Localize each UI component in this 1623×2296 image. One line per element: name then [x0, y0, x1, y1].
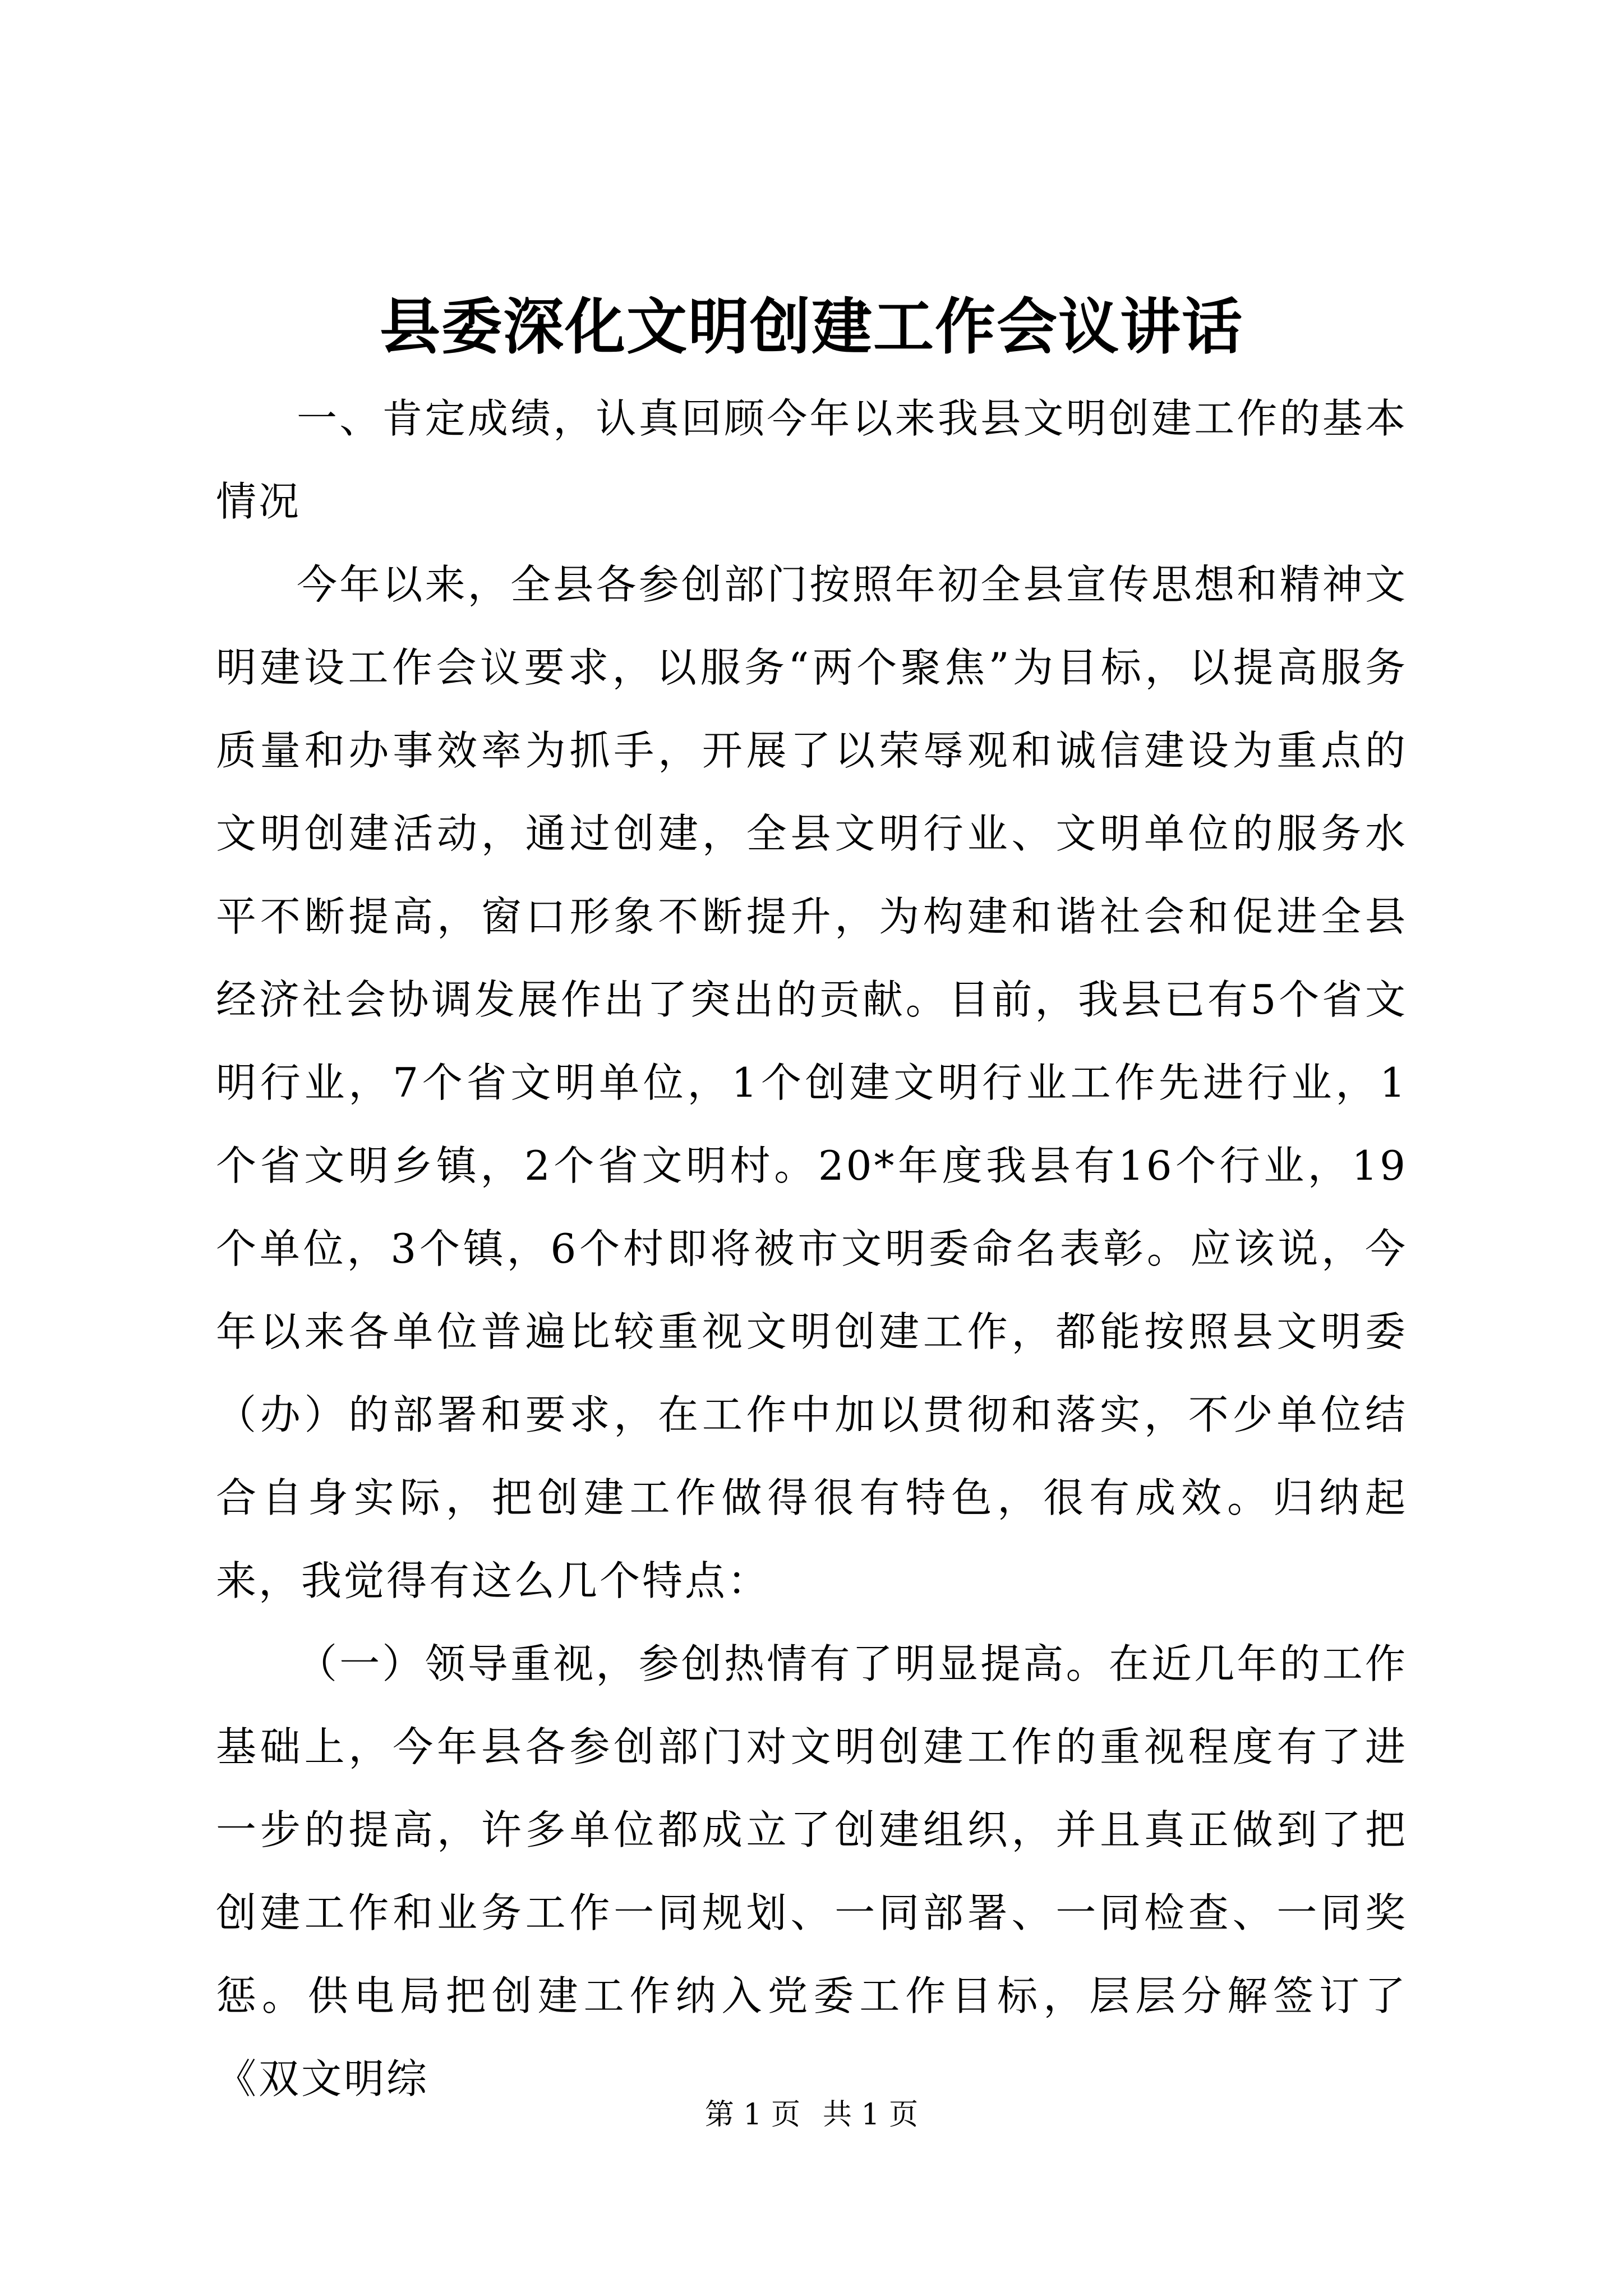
document-title: 县委深化文明创建工作会议讲话 — [379, 292, 1243, 362]
section-heading: 一、肯定成绩，认真回顾今年以来我县文明创建工作的基本情况 — [216, 395, 1408, 525]
document-body — [216, 377, 1408, 2120]
page-footer — [0, 2092, 1623, 2137]
body-paragraph: （一）领导重视，参创热情有了明显提高。在近几年的工作基础上，今年县各参创部门对文明创建工作的重视程度有了进一步的提高，许多单位都成立了创建组织，并且真正做到了把创建工作和业务工作一同规划、一同部署、一同检查、一同奖惩。供电局把创建工作纳入党委工作目标，层层分解签订了《双文明综 — [216, 1640, 1408, 2102]
body-paragraph: 今年以来，全县各参创部门按照年初全县宣传思想和精神文明建设工作会议要求，以服务“两个聚焦”为目标，以提高服务质量和办事效率为抓手，开展了以荣辱观和诚信建设为重点的文明创建活动，通过创建，全县文明行业、文明单位的服务水平不断提高，窗口形象不断提升，为构建和谐社会和促进全县经济社会协调发展作出了突出的贡献。目前，我县已有5个省文明行业，7个省文明单位，1个创建文明行业工作先进行业，1个省文明乡镇，2个省文明村。20*年度我县有16个行业，19个单位，3个镇，6个村即将被市文明委命名表彰。应该说，今年以来各单位普遍比较重视文明创建工作，都能按照县文明委（办）的部署和要求，在工作中加以贯彻和落实，不少单位结合自身实际，把创建工作做得很有特色，很有成效。归纳起来，我觉得有这么几个特点： — [216, 561, 1408, 1604]
page-total: 共 1 页 — [823, 2098, 919, 2132]
page-number: 第 1 页 — [704, 2098, 800, 2132]
